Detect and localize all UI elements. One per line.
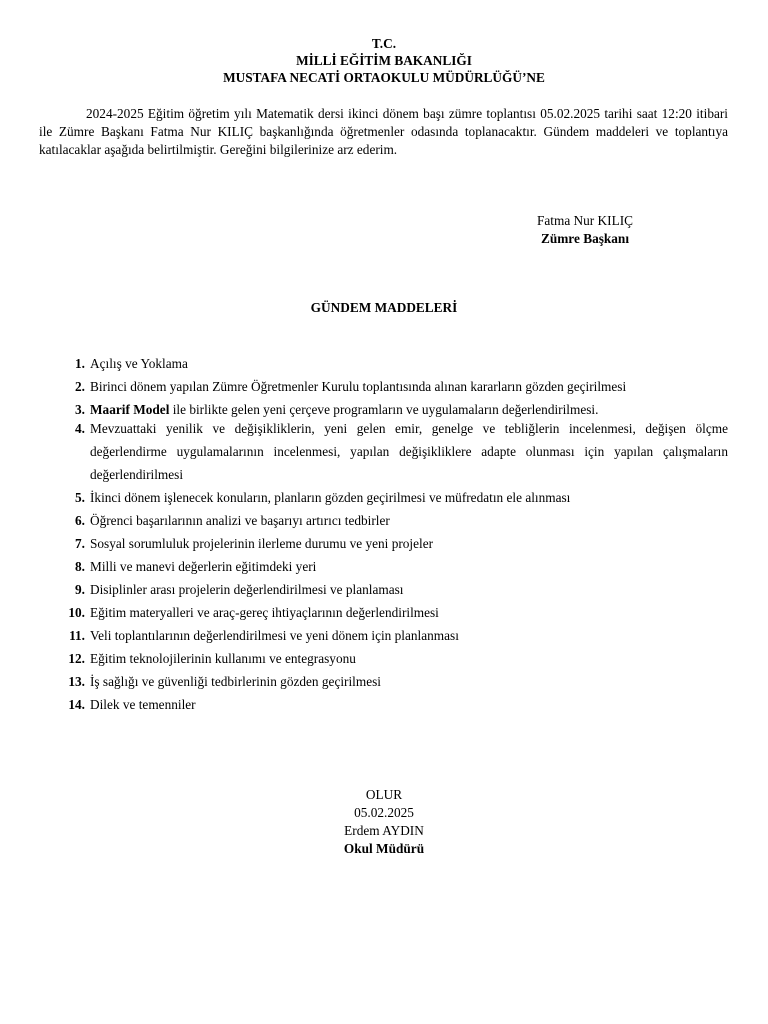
agenda-item-text: İkinci dönem işlenecek konuların, planların gözden geçirilmesi ve müfredatın ele alınması: [90, 490, 571, 505]
agenda-item-text: Mevzuattaki yenilik ve değişikliklerin, yeni gelen emir, genelge ve tebliğlerin incelenmesi, değişen ölçme değerlendirme uygulamalarının incelenmesi, yapılan değişikliklere adapte olunması için yapılan çalışmaların değerlendirilmesi: [90, 421, 728, 482]
agenda-item: [57, 555, 728, 578]
agenda-list: [57, 352, 728, 716]
agenda-item-number: 12.: [68, 651, 85, 666]
approver-name: Erdem AYDIN: [344, 823, 424, 838]
agenda-item-number: 2.: [75, 379, 85, 394]
agenda-item: [57, 375, 728, 398]
agenda-item-text: Dilek ve temenniler: [90, 697, 196, 712]
agenda-item: [57, 624, 728, 647]
agenda-item: [57, 352, 728, 375]
agenda-item-text: Sosyal sorumluluk projelerinin ilerleme durumu ve yeni projeler: [90, 536, 434, 551]
agenda-item: [57, 647, 728, 670]
header-tc: T.C.: [371, 36, 397, 51]
header-school: MUSTAFA NECATİ ORTAOKULU MÜDÜRLÜĞÜ’NE: [223, 70, 545, 85]
agenda-item-number: 14.: [68, 697, 85, 712]
agenda-item-number: 4.: [75, 421, 85, 436]
agenda-item-text: İş sağlığı ve güvenliği tedbirlerinin gözden geçirilmesi: [90, 674, 381, 689]
approver-title: Okul Müdürü: [343, 841, 425, 856]
header-ministry: MİLLİ EĞİTİM BAKANLIĞI: [296, 53, 472, 68]
agenda-item-rest: ile birlikte gelen yeni çerçeve programların ve uygulamaların değerlendirilmesi.: [169, 402, 599, 417]
agenda-item-number: 11.: [69, 628, 85, 643]
approval-block: [0, 786, 768, 858]
agenda-item-text: [90, 401, 728, 418]
agenda-item-number: 8.: [75, 559, 85, 574]
agenda-item: [57, 401, 728, 418]
agenda-item-text: Milli ve manevi değerlerin eğitimdeki yeri: [90, 559, 317, 574]
approval-label: OLUR: [365, 787, 403, 802]
signer-name: Fatma Nur KILIÇ: [536, 213, 633, 228]
agenda-item-number: 1.: [75, 356, 85, 371]
agenda-item-text: Veli toplantılarının değerlendirilmesi ve yeni dönem için planlanması: [90, 628, 459, 643]
agenda-item-text: Eğitim materyalleri ve araç-gereç ihtiyaçlarının değerlendirilmesi: [90, 605, 439, 620]
agenda-item-bold: Maarif Model: [90, 402, 170, 417]
agenda-item: [57, 509, 728, 532]
agenda-item-text: Öğrenci başarılarının analizi ve başarıyı artırıcı tedbirler: [90, 513, 390, 528]
agenda-item-number: 3.: [75, 402, 85, 417]
agenda-title: GÜNDEM MADDELERİ: [310, 300, 458, 315]
agenda-item-number: 5.: [75, 490, 85, 505]
agenda-item-number: 9.: [75, 582, 85, 597]
agenda-item-number: 7.: [75, 536, 85, 551]
signer-block: [500, 212, 670, 248]
agenda-item: [57, 417, 728, 486]
agenda-item-text: Birinci dönem yapılan Zümre Öğretmenler Kurulu toplantısında alınan kararların gözden geçirilmesi: [90, 379, 627, 394]
agenda-item-number: 13.: [68, 674, 85, 689]
approval-date: 05.02.2025: [354, 805, 414, 820]
agenda-item: [57, 693, 728, 716]
agenda-item: [57, 578, 728, 601]
agenda-item: [57, 532, 728, 555]
agenda-item-text: Disiplinler arası projelerin değerlendirilmesi ve planlaması: [90, 582, 404, 597]
agenda-item-text: Açılış ve Yoklama: [90, 356, 188, 371]
agenda-item-number: 6.: [75, 513, 85, 528]
signer-title: Zümre Başkanı: [540, 231, 630, 246]
agenda-item-number: 10.: [68, 605, 85, 620]
agenda-item: [57, 601, 728, 624]
agenda-item: [57, 486, 728, 509]
document-header: [0, 35, 768, 86]
intro-paragraph: 2024-2025 Eğitim öğretim yılı Matematik dersi ikinci dönem başı zümre toplantısı 05.02.2025 tarihi saat 12:20 itibari ile Zümre Başkanı Fatma Nur KILIÇ başkanlığında öğretmenler odasında toplanacaktır. Gündem maddeleri ve toplantıya katılacaklar aşağıda belirtilmiştir. Gereğini bilgilerinize arz ederim.: [39, 106, 728, 157]
agenda-item: [57, 670, 728, 693]
agenda-item-text: Eğitim teknolojilerinin kullanımı ve entegrasyonu: [90, 651, 356, 666]
